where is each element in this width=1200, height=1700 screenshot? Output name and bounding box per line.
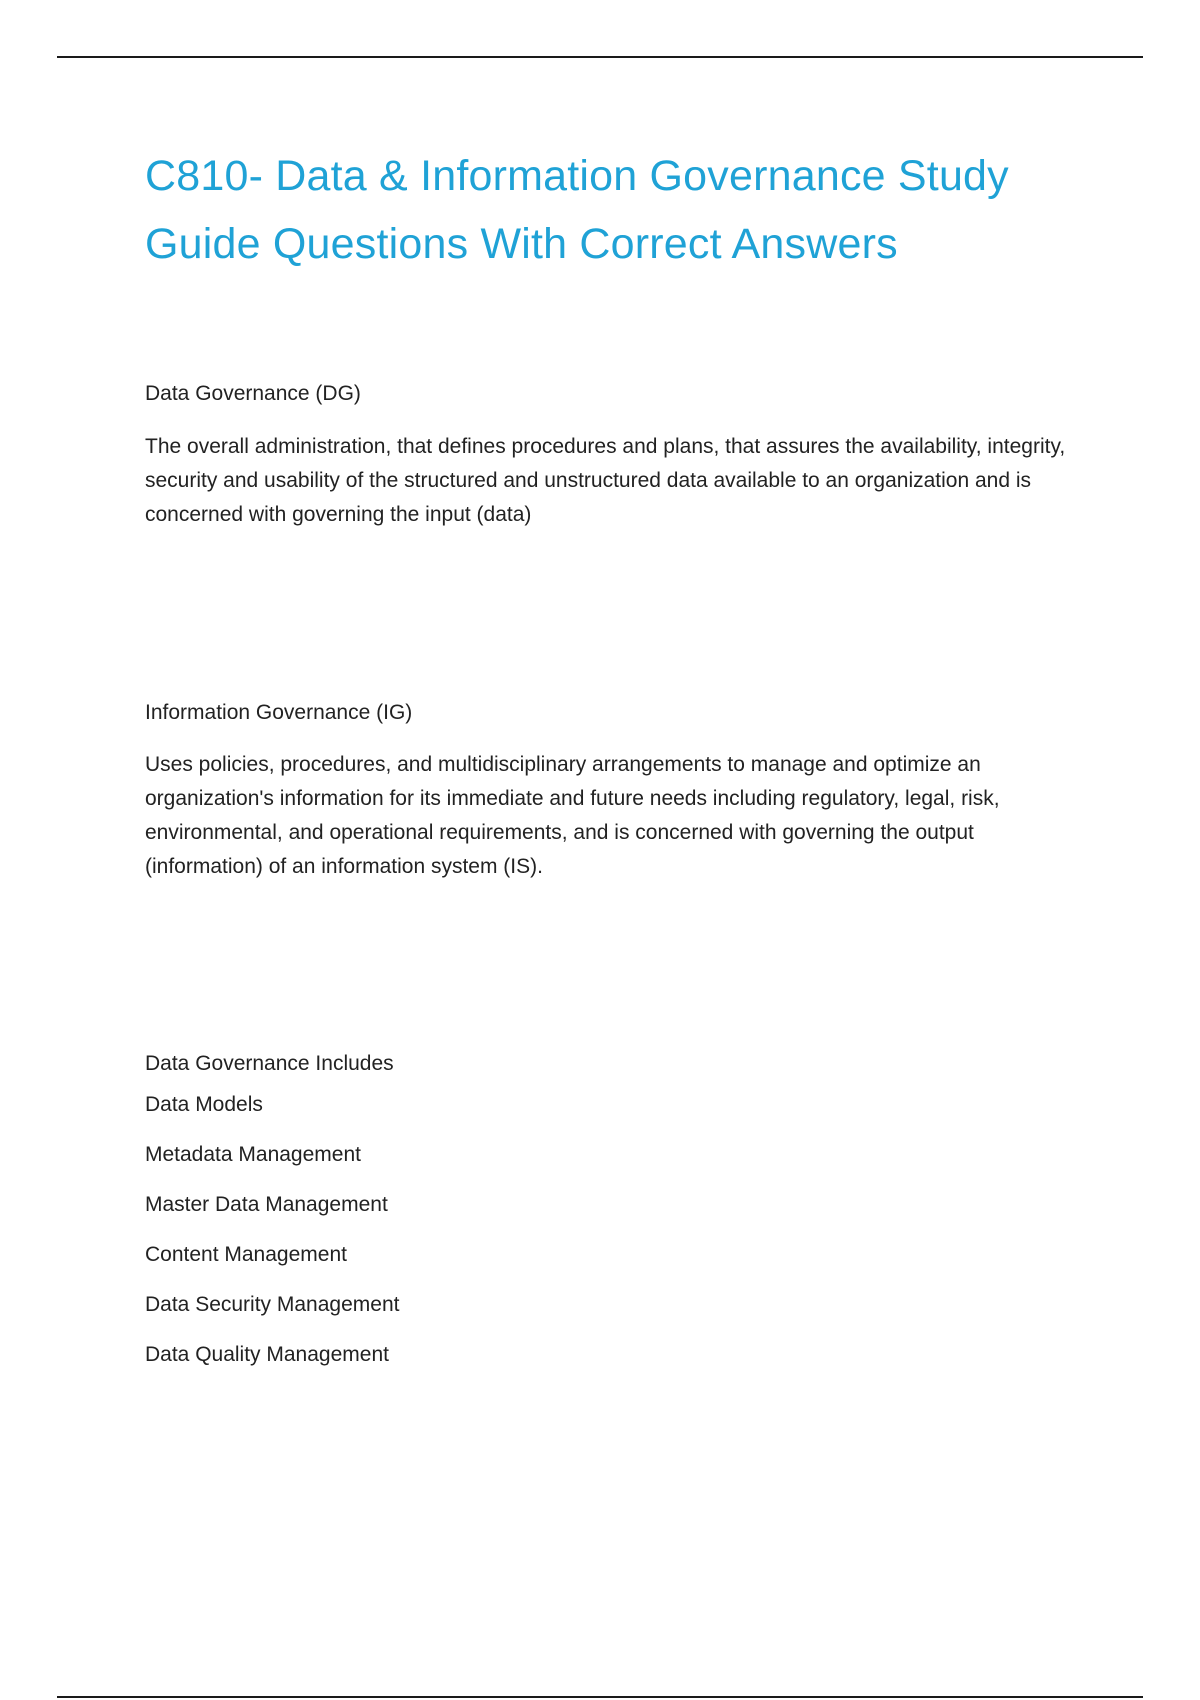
term-information-governance: Information Governance (IG) [145,701,413,724]
document-title: C810- Data & Information Governance Study Guide Questions With Correct Answers [145,152,1009,268]
page-top-rule [57,56,1143,58]
list-item: Content Management [145,1243,347,1266]
list-item: Master Data Management [145,1193,388,1216]
definition-data-governance: The overall administration, that defines procedures and plans, that assures the availability, integrity, security and usability of the structured and unstructured data available to an organization and is concerned with governing the input (data) [145,435,1066,526]
list-item: Data Models [145,1093,263,1116]
list-item: Metadata Management [145,1143,361,1166]
document-body [145,142,1090,1366]
page-bottom-rule [57,1696,1143,1698]
data-governance-includes-list [145,1091,399,1391]
list-item: Data Security Management [145,1293,400,1316]
definition-information-governance: Uses policies, procedures, and multidisciplinary arrangements to manage and optimize an organization's information for its immediate and future needs including regulatory, legal, risk, environmental, and operational requirements, and is concerned with governing the output (information) of an information system (IS). [145,753,1000,878]
term-data-governance-includes: Data Governance Includes [145,1052,394,1075]
term-data-governance: Data Governance (DG) [145,382,361,405]
list-item: Data Quality Management [145,1343,389,1366]
